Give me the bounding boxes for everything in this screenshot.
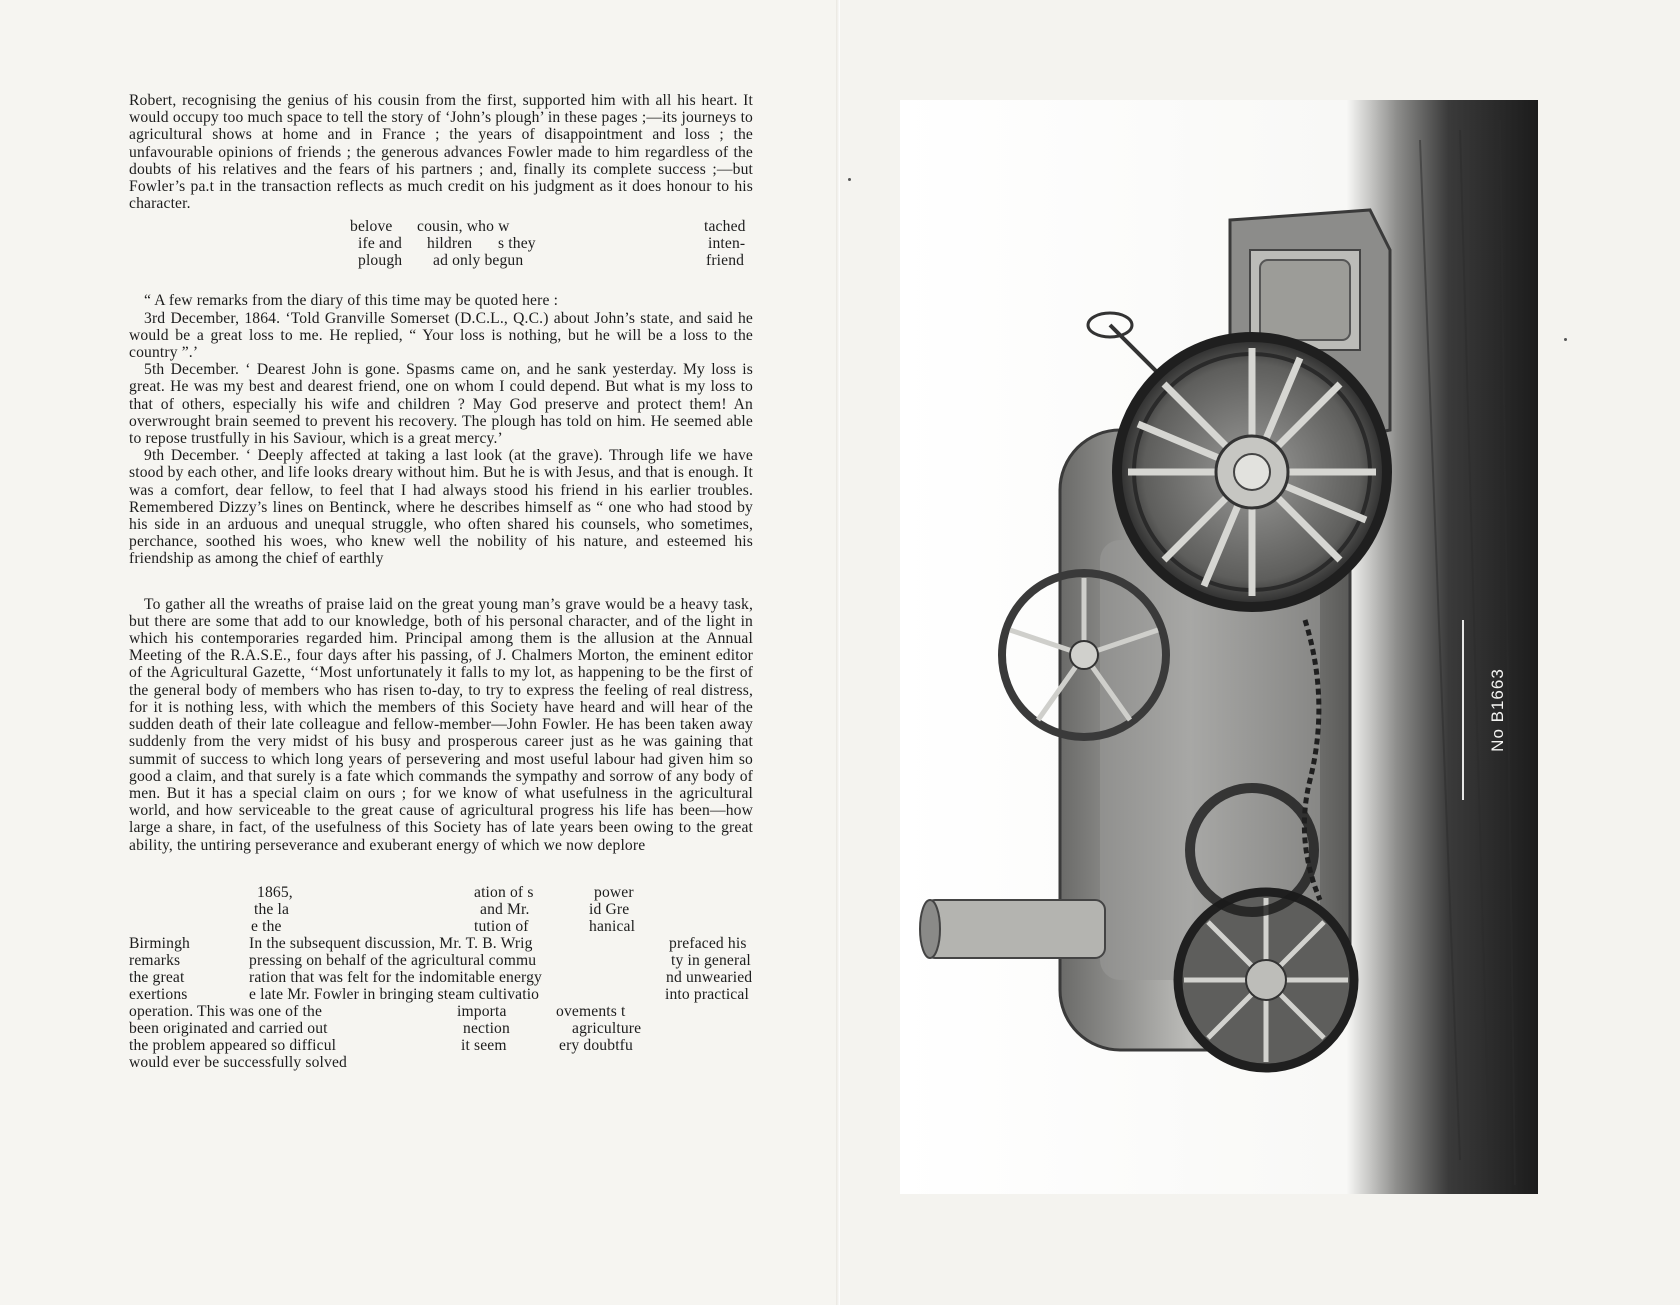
fragment-text: hanical — [589, 917, 636, 935]
fragment-text: In the subsequent discussion, Mr. T. B. Wrig — [249, 934, 533, 952]
fragment-text: ty in general — [671, 951, 751, 969]
fragment-text: hildren — [427, 235, 473, 253]
fragment-text: into practical — [665, 985, 749, 1003]
photo-plate-number: No B1663 — [1487, 668, 1507, 752]
fragment-text: id Gre — [589, 900, 630, 918]
torn-text-fragment-2 — [129, 884, 753, 1072]
fragment-text: e late Mr. Fowler in bringing steam cultivatio — [249, 985, 540, 1003]
paragraph-diary-5th-december: 5th December. ‘ Dearest John is gone. Spasms came on, and he sank yesterday. My loss is great. He was my best and dearest friend, one on whom I could depend. But what is my loss to that of others, especially his wife and children ? May God preserve and protect them! An overwrought brain seemed to prevent his recovery. The plough has told on him. He seemed able to repose trustfully in his Saviour, which is a great mercy.’ — [129, 361, 753, 448]
fragment-text: tution of — [474, 917, 529, 935]
front-wheel — [1178, 892, 1354, 1068]
fragment-text: the la — [254, 900, 290, 918]
fragment-text: ery doubtfu — [559, 1036, 633, 1054]
fragment-text: ation of s — [474, 883, 534, 901]
rear-wheel — [1117, 337, 1387, 607]
fragment-text: the problem appeared so difficul — [129, 1036, 337, 1054]
fragment-text: would ever be successfully solved — [129, 1053, 348, 1071]
fragment-text: nd unwearied — [666, 968, 753, 986]
fragment-text: ad only begun — [433, 252, 524, 270]
fragment-text: remarks — [129, 951, 181, 969]
paragraph-diary-9th-december: 9th December. ‘ Deeply affected at taking a last look (at the grave). Through life we have stood by each other, and life looks dreary without him. But he is with Jesus, and that is enough. It was a comfort, dear fellow, to feel that I had always stood his friend in his earlier troubles. Remembered Dizzy’s lines on Bentinck, where he describes himself as “ one who had stood by his side in an arduous and unequal struggle, who often shared his counsels, who sometimes, perchance, soothed his woes, who knew well the nobility of his nature, and esteemed his friendship as among the chief of earthly — [129, 447, 753, 568]
fragment-text: prefaced his — [669, 934, 747, 952]
fragment-text: plough — [358, 252, 403, 270]
fragment-text: the great — [129, 968, 185, 986]
fragment-text: ration that was felt for the indomitable energy — [249, 968, 542, 986]
fragment-text: tached — [704, 218, 746, 236]
fragment-text: 1865, — [257, 883, 293, 901]
fragment-text: been originated and carried out — [129, 1019, 328, 1037]
paragraph-intro: Robert, recognising the genius of his cousin from the first, supported him with all his heart. It would occupy too much space to tell the story of ‘John’s plough’ in these pages ;—its journeys to agricultural shows at home and in France ; the years of disappointment and loss ; the unfavourable opinions of friends ; the generous advances Fowler made to him regardless of the doubts of his relatives and the fears of his partners ; and, finally its complete success ;—but Fowler’s pa.t in the transaction reflects as much credit on his judgment as it does honour to his character. — [129, 92, 753, 213]
fragment-text: Birmingh — [129, 934, 190, 952]
paragraph-diary-intro: “ A few remarks from the diary of this time may be quoted here : — [144, 292, 559, 310]
fragment-text: e the — [251, 917, 282, 935]
fragment-text: and Mr. — [480, 900, 530, 918]
fragment-text: nection — [463, 1019, 510, 1037]
fragment-text: belove — [350, 218, 393, 236]
fragment-text: agriculture — [572, 1019, 642, 1037]
fragment-text: s they — [498, 235, 536, 253]
fragment-text: pressing on behalf of the agricultural commu — [249, 951, 537, 969]
body-text — [129, 92, 753, 1072]
paragraph-diary-3rd-december: 3rd December, 1864. ‘Told Granville Somerset (D.C.L., Q.C.) about John’s state, and said he would be a great loss to me. He replied, “ Your loss is nothing, but he will be a loss to the country ”.’ — [129, 309, 753, 362]
paper-speck — [848, 178, 851, 181]
fragment-text: importa — [457, 1002, 507, 1020]
fragment-text: exertions — [129, 985, 188, 1003]
fragment-text: friend — [706, 252, 745, 270]
torn-text-fragment-1 — [129, 218, 753, 270]
fragment-text: power — [594, 883, 634, 901]
fragment-text: it seem — [461, 1036, 507, 1054]
fragment-text: ife and — [358, 235, 402, 253]
fragment-text: operation. This was one of the — [129, 1002, 323, 1020]
fragment-text: cousin, who w — [417, 218, 510, 236]
steam-engine-photograph — [900, 100, 1538, 1194]
paragraph-wreaths-of-praise: To gather all the wreaths of praise laid on the great young man’s grave would be a heavy task, but there are some that add to our knowledge, both of his personal character, and of the light in which his contemporaries regarded him. Principal among them is the allusion at the Annual Meeting of the R.A.S.E., four days after his passing, of J. Chalmers Morton, the eminent editor of the Agricultural Gazette, ‘‘Most unfortunately it falls to my lot, as happening to be the first of the general body of members who has risen to-day, to try to express the feeling of real distress, for it is nothing less, with which the members of this Society have heard and will hear of the sudden death of their late colleague and fellow-member—John Fowler. He has been taken away suddenly from the very midst of his busy and prosperous career just as he was gaining that summit of success to which long years of persevering and most useful labour had given him so good a claim, and that surely is a fate which commands the sympathy and sorrow of any body of men. But it has a special claim on ours ; for we know of what usefulness in the agricultural world, and how serviceable to the great cause of agricultural progress his life has been—how large a share, in fact, of the usefulness of this Society has of late years been owing to the great ability, the untiring perseverance and exuberant energy of which we now deplore — [129, 595, 753, 854]
steam-engine-illustration — [900, 100, 1538, 1194]
fragment-text: ovements t — [556, 1002, 626, 1020]
paper-speck — [1564, 338, 1567, 341]
fragment-text: inten- — [708, 235, 746, 253]
